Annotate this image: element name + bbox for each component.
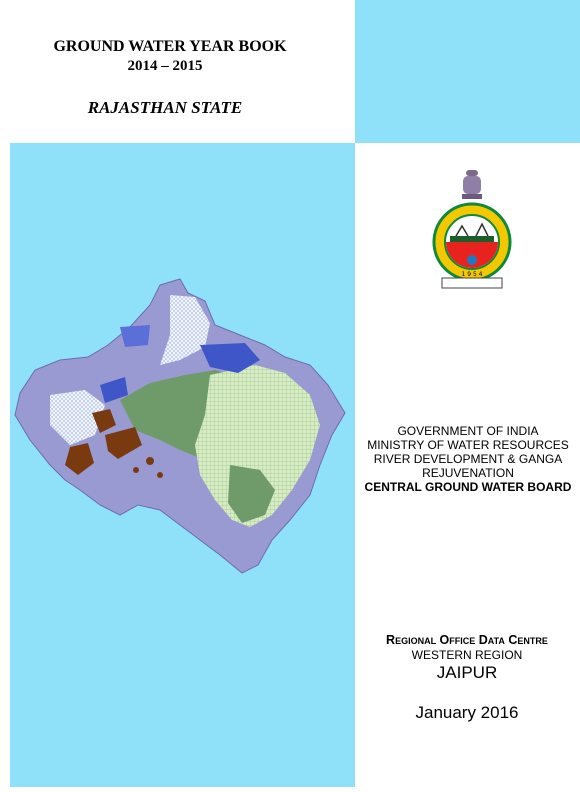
- rajasthan-map-image: [10, 265, 355, 580]
- regional-office: Regional Office Data Centre: [386, 633, 548, 647]
- state-name: RAJASTHAN STATE: [87, 98, 243, 117]
- book-title: GROUND WATER YEAR BOOK: [53, 38, 287, 55]
- ministry-subtitle: RIVER DEVELOPMENT & GANGA: [373, 452, 563, 466]
- ministry-subtitle-2: REJUVENATION: [422, 466, 514, 480]
- publication-date: January 2016: [415, 703, 519, 722]
- western-region: WESTERN REGION: [411, 648, 523, 662]
- cgwb-emblem-logo: [426, 168, 518, 292]
- city-name: JAIPUR: [436, 663, 498, 682]
- book-years: 2014 – 2015: [127, 58, 203, 74]
- ministry-name: MINISTRY OF WATER RESOURCES: [367, 438, 569, 452]
- emblem-year: 1 9 5 4: [461, 271, 483, 278]
- top-right-color-block: [355, 0, 580, 143]
- board-name: CENTRAL GROUND WATER BOARD: [364, 480, 572, 494]
- government-of-india: GOVERNMENT OF INDIA: [397, 424, 539, 438]
